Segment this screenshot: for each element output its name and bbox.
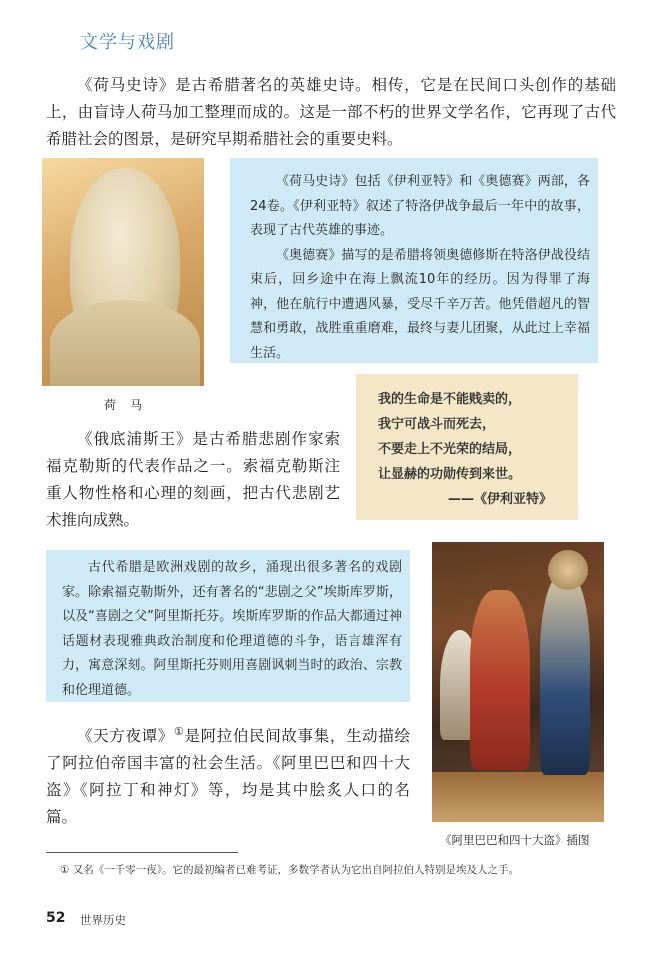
footnote-marker[interactable]: ① bbox=[173, 725, 185, 738]
illustration-drum bbox=[548, 550, 588, 590]
illustration-dancer bbox=[470, 590, 530, 770]
section-title: 文学与戏剧 bbox=[80, 32, 175, 53]
book-title: 世界历史 bbox=[80, 913, 126, 927]
quote-line: 我宁可战斗而死去， bbox=[378, 417, 496, 432]
infobox-odyssey-paragraph: 《奥德赛》描写的是希腊将领奥德修斯在特洛伊战役结束后，回乡途中在海上飘流10年的经历。因为得罪了海神，他在航行中遭遇风暴，受尽千辛万苦。他凭借超凡的智慧和勇敢，战胜重重磨难，最终与妻儿团聚，从此过上幸福生活。 bbox=[250, 247, 590, 361]
quote-line: 不要走上不光荣的结局， bbox=[378, 442, 522, 457]
infobox-homer-epic-text bbox=[250, 170, 590, 366]
homer-bust-chest bbox=[50, 300, 200, 386]
page-number: 52 bbox=[46, 910, 66, 926]
quote-line: 我的生命是不能贱卖的， bbox=[378, 392, 522, 407]
infobox-greek-drama-text bbox=[62, 556, 402, 703]
footnote-divider bbox=[46, 852, 238, 853]
infobox-iliad-paragraph: 《荷马史诗》包括《伊利亚特》和《奥德赛》两部，各24卷。《伊利亚特》叙述了特洛伊战争最后一年中的故事，表现了古代英雄的事迹。 bbox=[250, 174, 590, 238]
quote-line: 让显赫的功勋传到来世。 bbox=[378, 467, 522, 482]
footnote: ① 又名《一千零一夜》。它的最初编者已难考证，多数学者认为它出自阿拉伯人特别是埃及人之手。 bbox=[60, 864, 519, 876]
quote-source: ——《伊利亚特》 bbox=[448, 492, 553, 507]
paragraph-homer-epic: 《荷马史诗》是古希腊著名的英雄史诗。相传，它是在民间口头创作的基础上，由盲诗人荷马加工整理而成的。这是一部不朽的世界文学名作，它再现了古代希腊社会的图景，是研究早期希腊社会的重要史料。 bbox=[46, 76, 616, 148]
homer-caption: 荷马 bbox=[104, 398, 157, 412]
infobox-drama-paragraph: 古代希腊是欧洲戏剧的故乡，涌现出很多著名的戏剧家。除索福克勒斯外，还有著名的“悲剧之父”埃斯库罗斯，以及“喜剧之父”阿里斯托芬。埃斯库罗斯的作品大都通过神话题材表现雅典政治制度和伦理道德的斗争，语言雄浑有力，寓意深刻。阿里斯托芬则用喜剧讽刺当时的政治、宗教和伦理道德。 bbox=[62, 560, 402, 698]
illustration-figure bbox=[540, 575, 590, 775]
paragraph-oedipus: 《俄底浦斯王》是古希腊悲剧作家索福克勒斯的代表作品之一。索福克勒斯注重人物性格和心理的刻画，把古代悲剧艺术推向成熟。 bbox=[46, 430, 340, 529]
paragraph-arabian-nights bbox=[46, 718, 410, 831]
arabian-nights-title: 《天方夜谭》 bbox=[77, 727, 174, 746]
illustration-floor bbox=[432, 772, 604, 822]
illustration-caption: 《阿里巴巴和四十大盗》插图 bbox=[440, 833, 590, 847]
arabian-nights-text: 是阿拉伯民间故事集，生动描绘了阿拉伯帝国丰富的社会生活。《阿里巴巴和四十大盗》《阿拉丁和神灯》等，均是其中脍炙人口的名篇。 bbox=[46, 727, 410, 827]
